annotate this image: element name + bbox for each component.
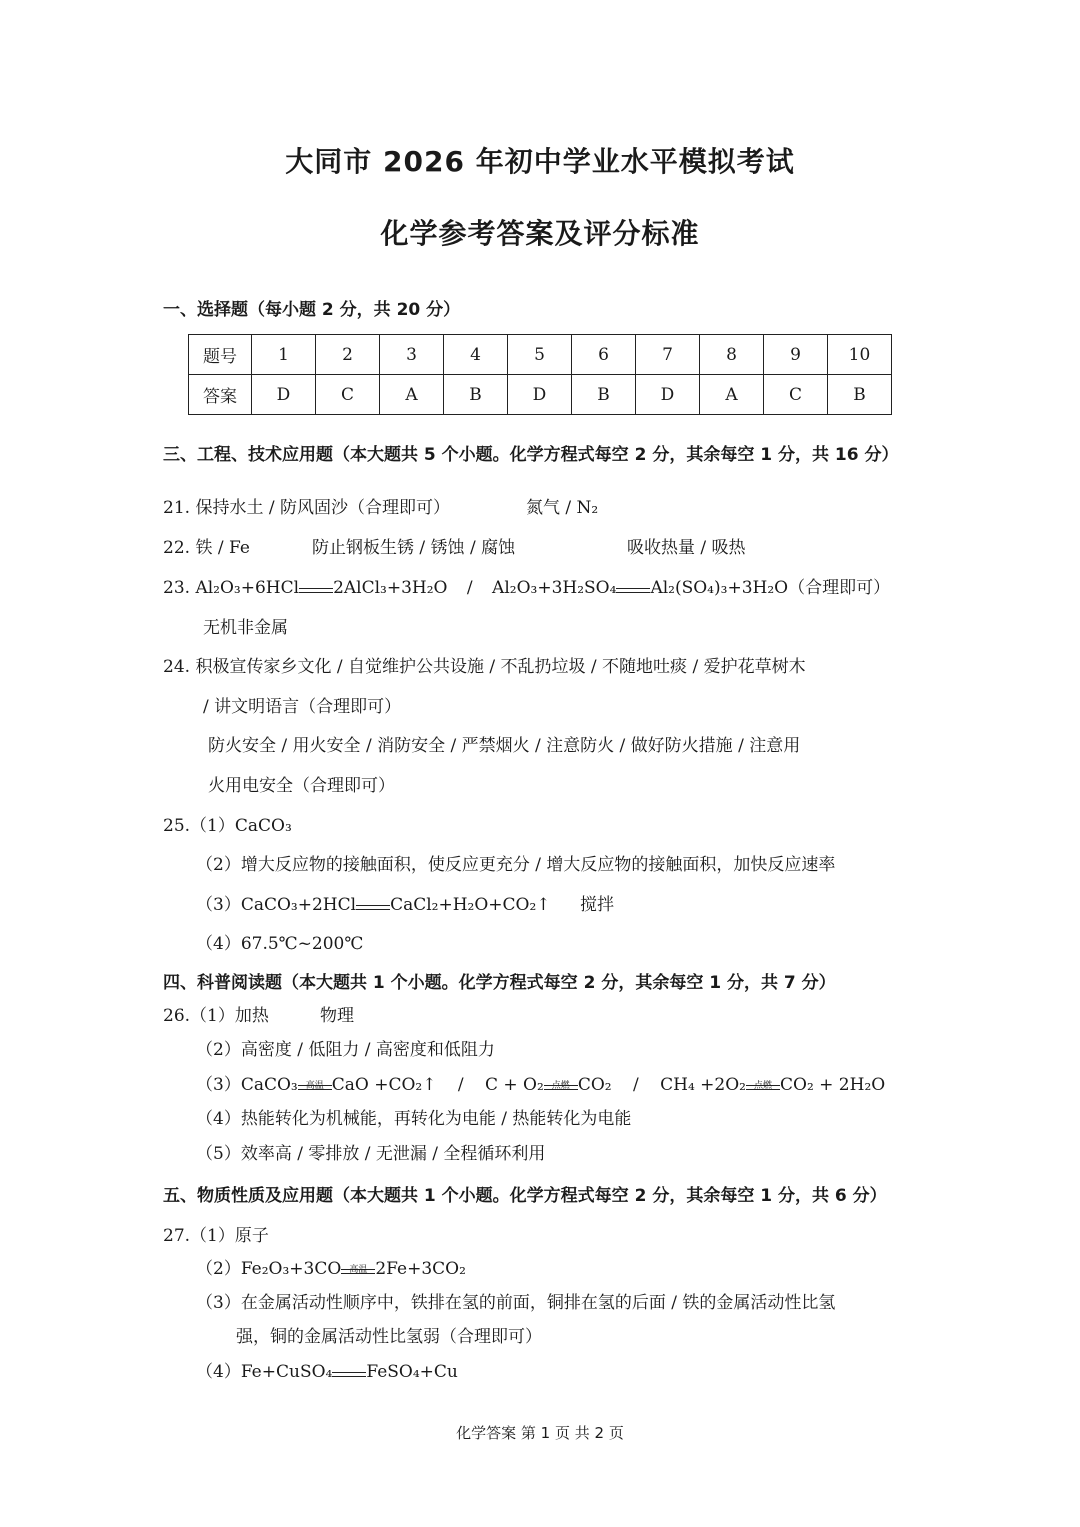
reaction-condition: 高温 [349, 1265, 368, 1275]
table-cell: D [508, 375, 572, 415]
equation-products: CaCl₂+H₂O+CO₂↑ [390, 895, 551, 915]
table-cell: 9 [764, 335, 828, 375]
page-footer: 化学答案 第 1 页 共 2 页 [456, 1424, 624, 1442]
answer-24-line2: / 讲文明语言（合理即可） [203, 697, 402, 717]
answer-26-2: （2）高密度 / 低阻力 / 高密度和低阻力 [196, 1040, 495, 1060]
answer-21-b: 氮气 / N₂ [526, 498, 599, 518]
equation-reactants: （3）CaCO₃ [196, 1075, 298, 1095]
answer-24-line4: 火用电安全（合理即可） [208, 776, 395, 796]
table-cell: B [572, 375, 636, 415]
table-row-numbers [189, 335, 892, 375]
table-cell: C [316, 375, 380, 415]
answer-27-3-b: 强，铜的金属活动性比氢弱（合理即可） [236, 1327, 542, 1347]
reaction-condition: 点燃 [753, 1081, 772, 1091]
section4-heading: 四、科普阅读题（本大题共 1 个小题。化学方程式每空 2 分，其余每空 1 分，共 7 分） [163, 973, 836, 993]
equation-products: CO₂ + 2H₂O [780, 1075, 886, 1095]
table-cell: 8 [700, 335, 764, 375]
equation-products: CO₂ [577, 1075, 612, 1095]
answer-22-b: 防止钢板生锈 / 锈蚀 / 腐蚀 [312, 538, 516, 558]
table-cell: 6 [572, 335, 636, 375]
table-cell: C [764, 375, 828, 415]
table-header-number: 题号 [189, 335, 252, 375]
section1-heading: 一、选择题（每小题 2 分，共 20 分） [163, 300, 461, 320]
answer-25-2: （2）增大反应物的接触面积，使反应更充分 / 增大反应物的接触面积，加快反应速率 [196, 855, 836, 875]
answer-22-a: 22. 铁 / Fe [163, 538, 250, 558]
answer-25-3 [196, 890, 551, 915]
answer-24-line1: 24. 积极宣传家乡文化 / 自觉维护公共设施 / 不乱扔垃圾 / 不随地吐痰 / 爱护花草树木 [163, 657, 806, 677]
answer-27-3-a: （3）在金属活动性顺序中，铁排在氢的前面，铜排在氢的后面 / 铁的金属活动性比氢 [196, 1293, 836, 1313]
table-row-answers [189, 375, 892, 415]
equation-products: 2AlCl₃+3H₂O [333, 578, 448, 598]
table-cell: A [380, 375, 444, 415]
equation-reactants: 23. Al₂O₃+6HCl [163, 578, 300, 598]
table-cell: 4 [444, 335, 508, 375]
table-cell: 10 [828, 335, 892, 375]
table-cell: D [636, 375, 700, 415]
table-cell: 3 [380, 335, 444, 375]
equation-reactants: （2）Fe₂O₃+3CO [196, 1259, 342, 1279]
reaction-condition: 点燃 [551, 1081, 570, 1091]
table-header-answer: 答案 [189, 375, 252, 415]
table-cell: 7 [636, 335, 700, 375]
table-cell: B [444, 375, 508, 415]
page-subtitle: 化学参考答案及评分标准 [380, 217, 700, 250]
answer-23-eq1 [163, 573, 890, 598]
answer-26-4: （4）热能转化为机械能，再转化为电能 / 热能转化为电能 [196, 1109, 632, 1129]
equation-reactants: （4）Fe+CuSO₄ [196, 1362, 333, 1382]
answer-25-3-b: 搅拌 [580, 895, 614, 915]
section3-heading: 三、工程、技术应用题（本大题共 5 个小题。化学方程式每空 2 分，其余每空 1 分，共 16 分） [163, 445, 899, 465]
equation-reactants: C + O₂ [485, 1075, 544, 1095]
answer-23-line2: 无机非金属 [203, 618, 288, 638]
equation-products: Al₂(SO₄)₃+3H₂O（合理即可） [650, 578, 891, 598]
answer-table [188, 334, 892, 415]
answer-26-3 [196, 1070, 885, 1095]
answer-27-2 [196, 1254, 466, 1279]
answer-26-5: （5）效率高 / 零排放 / 无泄漏 / 全程循环利用 [196, 1144, 546, 1164]
table-cell: A [700, 375, 764, 415]
section5-heading: 五、物质性质及应用题（本大题共 1 个小题。化学方程式每空 2 分，其余每空 1 分，共 6 分） [163, 1186, 887, 1206]
answer-25-4: （4）67.5℃~200℃ [196, 934, 364, 954]
page-title: 大同市 2026 年初中学业水平模拟考试 [285, 145, 795, 178]
answer-22-c: 吸收热量 / 吸热 [627, 538, 746, 558]
answer-25-1: 25.（1）CaCO₃ [163, 816, 292, 836]
equation-reactants: CH₄ +2O₂ [660, 1075, 746, 1095]
answer-21-a: 21. 保持水土 / 防风固沙（合理即可） [163, 498, 450, 518]
answer-24-line3: 防火安全 / 用火安全 / 消防安全 / 严禁烟火 / 注意防火 / 做好防火措施 / 注意用 [208, 736, 801, 756]
table-cell: D [252, 375, 316, 415]
table-cell: 5 [508, 335, 572, 375]
equation-reactants: Al₂O₃+3H₂SO₄ [492, 578, 617, 598]
separator: / [632, 1075, 639, 1095]
equation-products: 2Fe+3CO₂ [375, 1259, 466, 1279]
answer-27-1: 27.（1）原子 [163, 1226, 269, 1246]
equation-reactants: （3）CaCO₃+2HCl [196, 895, 357, 915]
table-cell: B [828, 375, 892, 415]
answer-26-1-b: 物理 [320, 1006, 354, 1026]
reaction-condition: 高温 [305, 1081, 324, 1091]
separator: / [466, 578, 473, 598]
separator: / [457, 1075, 464, 1095]
table-cell: 2 [316, 335, 380, 375]
equation-products: FeSO₄+Cu [366, 1362, 458, 1382]
table-cell: 1 [252, 335, 316, 375]
answer-26-1-a: 26.（1）加热 [163, 1006, 269, 1026]
answer-27-4 [196, 1357, 458, 1382]
equation-products: CaO +CO₂↑ [331, 1075, 437, 1095]
